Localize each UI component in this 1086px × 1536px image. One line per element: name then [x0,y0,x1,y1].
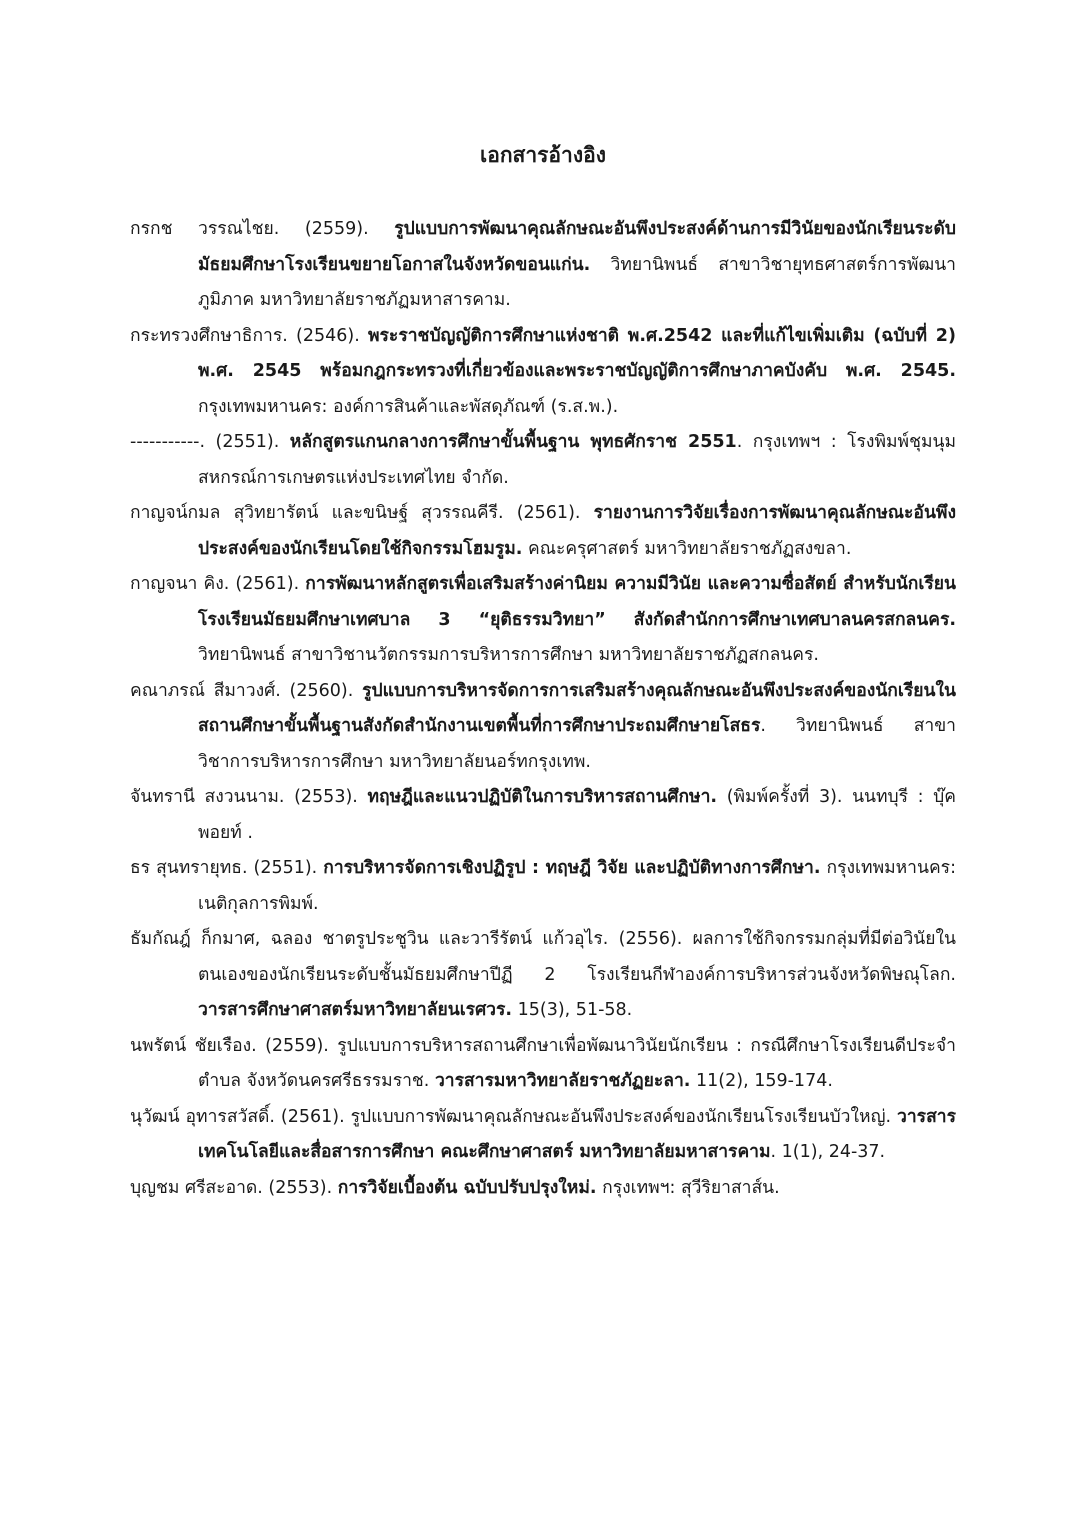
reference-author-year: นพรัตน์ ชัยเรือง. (2559). รูปแบบการบริหารสถานศึกษาเพื่อพัฒนาวินัยนักเรียน : กรณีศึกษาโรงเรียนดีประจำตำบล จังหวัดนครศรีธรรมราช. [130,1035,956,1091]
reference-author-year: คณาภรณ์ สีมาวงศ์. (2560). [130,680,363,701]
reference-publisher: วิทยานิพนธ์ สาขาวิชายุทธศาสตร์การพัฒนาภูมิภาค มหาวิทยาลัยราชภัฏมหาสารคาม. [198,254,956,310]
reference-title: ทฤษฎีและแนวปฏิบัติในการบริหารสถานศึกษา. [367,787,718,807]
reference-title: วารสารเทคโนโลยีและสื่อสารการศึกษา คณะศึกษาศาสตร์ มหาวิทยาลัยมหาสารคาม [198,1106,956,1162]
reference-author-year: กาญจน์กมล สุวิทยารัตน์ และขนิษฐ์ สุวรรณคีรี. (2561). [130,503,594,523]
reference-publisher: คณะครุศาสตร์ มหาวิทยาลัยราชภัฏสงขลา. [522,538,852,559]
reference-publisher: 15(3), 51-58. [512,1000,633,1020]
reference-title: การพัฒนาหลักสูตรเพื่อเสริมสร้างค่านิยม ความมีวินัย และความซื่อสัตย์ สำหรับนักเรียนโรงเรียนมัธยมศึกษาเทศบาล 3 “ยุติธรรมวิทยา” สังกัดสำนักการศึกษาเทศบาลนครสกลนคร. [198,574,956,630]
reference-publisher: กรุงเทพมหานคร: เนติกุลการพิมพ์. [198,858,956,914]
reference-title: รูปแบบการพัฒนาคุณลักษณะอันพึงประสงค์ด้านการมีวินัยของนักเรียนระดับมัธยมศึกษาโรงเรียนขยายโอกาสในจังหวัดขอนแก่น. [198,219,956,275]
reference-author-year: กาญจนา คิง. (2561). [130,574,306,594]
reference-item [130,319,956,426]
reference-item [130,212,956,319]
reference-author-year: ธัมกัณฎ์ ก็กมาศ, ฉลอง ชาตรูประชูวิน และวารีรัตน์ แก้วอุไร. (2556). ผลการใช้กิจกรรมกลุ่มที่มีต่อวินัยในตนเองของนักเรียนระดับชั้นมัธยมศึกษาปีฏี 2 โรงเรียนกีฬาองค์การบริหารส่วนจังหวัดพิษณุโลก. [130,929,956,985]
reference-item [130,780,956,851]
reference-title: วารสารศึกษาศาสตร์มหาวิทยาลัยนเรศวร. [198,1000,513,1020]
reference-title: วารสารมหาวิทยาลัยราชภัฏยะลา. [434,1071,691,1091]
reference-item [130,1171,956,1207]
reference-author-year: กรกช วรรณไชย. (2559). [130,219,395,239]
reference-publisher: . วิทยานิพนธ์ สาขาวิชาการบริหารการศึกษา มหาวิทยาลัยนอร์ทกรุงเทพ. [198,716,956,772]
reference-item [130,496,956,567]
reference-list [130,212,956,1206]
reference-item [130,567,956,674]
reference-author-year: จันทรานี สงวนนาม. (2553). [130,787,368,807]
reference-title: หลักสูตรแกนกลางการศึกษาขั้นพื้นฐาน พุทธศักราช 2551 [289,432,737,452]
reference-item [130,674,956,781]
reference-author-year: บุญชม ศรีสะอาด. (2553). [130,1177,338,1198]
reference-item [130,851,956,922]
reference-title: พระราชบัญญัติการศึกษาแห่งชาติ พ.ศ.2542 และที่แก้ไขเพิ่มเติม (ฉบับที่ 2) พ.ศ. 2545 พร้อมกฎกระทรวงที่เกี่ยวข้องและพระราชบัญญัติการศึกษาภาคบังคับ พ.ศ. 2545. [198,325,956,381]
reference-item [130,922,956,1029]
reference-publisher: . 1(1), 24-37. [770,1142,886,1162]
reference-author-year: นุวัฒน์ อุทารสวัสดิ์. (2561). รูปแบบการพัฒนาคุณลักษณะอันพึงประสงค์ของนักเรียนโรงเรียนบัวใหญ่. [130,1106,898,1127]
reference-item [130,1029,956,1100]
reference-title: การวิจัยเบื้องต้น ฉบับปรับปรุงใหม่. [337,1177,597,1198]
reference-title: รูปแบบการบริหารจัดการการเสริมสร้างคุณลักษณะอันพึงประสงค์ของนักเรียนในสถานศึกษาขั้นพื้นฐานสังกัดสำนักงานเขตพื้นที่การศึกษาประถมศึกษายโสธร [198,680,956,736]
reference-publisher: กรุงเทพมหานคร: องค์การสินค้าและพัสดุภัณฑ์ (ร.ส.พ.). [198,396,619,417]
reference-publisher: 11(2), 159-174. [690,1071,833,1091]
reference-author-year: -----------. (2551). [130,432,290,452]
reference-publisher: . กรุงเทพฯ : โรงพิมพ์ชุมนุมสหกรณ์การเกษตรแห่งประเทศไทย จำกัด. [198,432,956,488]
reference-item [130,425,956,496]
reference-title: รายงานการวิจัยเรื่องการพัฒนาคุณลักษณะอันพึงประสงค์ของนักเรียนโดยใช้กิจกรรมโฮมรูม. [198,503,956,559]
reference-author-year: กระทรวงศึกษาธิการ. (2546). [130,325,368,346]
reference-title: การบริหารจัดการเชิงปฏิรูป : ทฤษฎี วิจัย และปฏิบัติทางการศึกษา. [323,858,821,878]
reference-publisher: กรุงเทพฯ: สุวีริยาสาส์น. [596,1177,780,1198]
page-title: เอกสารอ้างอิง [480,143,606,167]
reference-author-year: ธร สุนทรายุทธ. (2551). [130,858,324,878]
reference-publisher: วิทยานิพนธ์ สาขาวิชานวัตกรรมการบริหารการศึกษา มหาวิทยาลัยราชภัฏสกลนคร. [198,645,819,665]
reference-publisher: (พิมพ์ครั้งที่ 3). นนทบุรี : บุ๊คพอยท์ . [198,787,957,843]
reference-item [130,1100,956,1171]
